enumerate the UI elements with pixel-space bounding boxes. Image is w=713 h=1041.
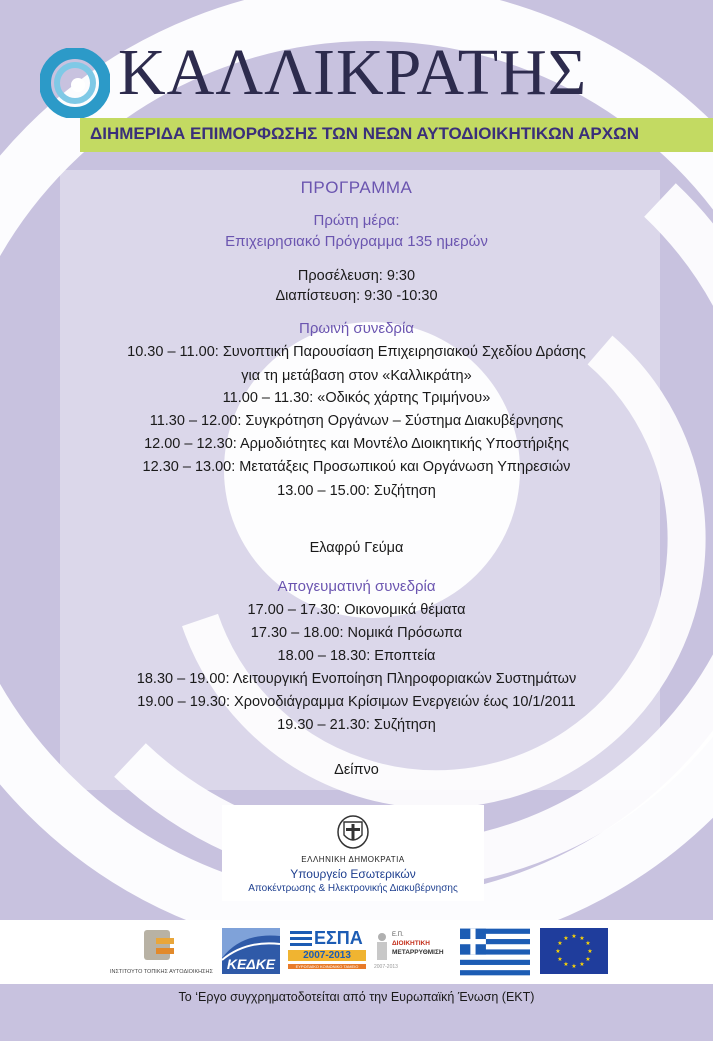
svg-text:★: ★	[585, 940, 591, 947]
morning-session-title: Πρωινή συνεδρία	[299, 320, 414, 337]
greek-coat-of-arms-icon	[336, 815, 370, 849]
admin-reform-logo	[372, 928, 450, 974]
person-figure-icon	[374, 932, 390, 962]
svg-text:★: ★	[579, 935, 585, 942]
greek-flag-icon	[460, 928, 530, 976]
sponsor-line-2: Υπουργείο Εσωτερικών	[290, 867, 416, 881]
svg-text:★: ★	[571, 933, 577, 940]
sponsor-line-1: ΕΛΛΗΝΙΚΗ ΔΗΜΟΚΡΑΤΙΑ	[301, 855, 405, 864]
schedule-item: 12.00 – 12.30: Αρμοδιότητες και Μοντέλο Διοικητικής Υποστήριξης	[144, 436, 569, 452]
espa-years: 2007-2013	[288, 950, 366, 961]
sponsor-line-3: Αποκέντρωσης & Ηλεκτρονικής Διακυβέρνησης	[248, 883, 458, 894]
espa-motto: ΕΥΡΩΠΑΪΚΟ ΚΟΙΝΩΝΙΚΟ ΤΑΜΕΙΟ	[288, 964, 366, 969]
kedke-label: ΚΕΔΚΕ	[226, 956, 276, 972]
svg-text:★: ★	[563, 961, 569, 968]
ep-line-2: ΜΕΤΑΡΡΥΘΜΙΣΗ	[392, 949, 444, 956]
ministry-sponsor-block	[222, 805, 484, 901]
schedule-item: 10.30 – 11.00: Συνοπτική Παρουσίαση Επιχειρησιακού Σχεδίου Δράσης	[127, 344, 586, 360]
dinner: Δείπνο	[334, 762, 379, 778]
schedule-item: 19.00 – 19.30: Χρονοδιάγραμμα Κρίσιμων Ενεργειών έως 10/1/2011	[137, 694, 576, 710]
lunch-break: Ελαφρύ Γεύμα	[309, 540, 404, 556]
day-title: Πρώτη μέρα:	[313, 212, 400, 229]
svg-text:★: ★	[579, 961, 585, 968]
kallikratis-logo-icon	[40, 48, 110, 118]
kedke-logo	[222, 928, 280, 974]
event-subtitle: ΔΙΗΜΕΡΙΔΑ ΕΠΙΜΟΡΦΩΣΗΣ ΤΩΝ ΝΕΩΝ ΑΥΤΟΔΙΟΙΚΗΤΙΚΩΝ ΑΡΧΩΝ	[90, 124, 639, 143]
schedule-item: 17.00 – 17.30: Οικονομικά θέματα	[247, 602, 466, 618]
schedule-item: 12.30 – 13.00: Μετατάξεις Προσωπικού και Οργάνωση Υπηρεσιών	[142, 459, 571, 475]
partner-logos-strip	[0, 920, 713, 984]
schedule-item: 11.00 – 11.30: «Οδικός χάρτης Τριμήνου»	[222, 390, 491, 406]
svg-text:★: ★	[587, 948, 593, 955]
ita-logo	[110, 928, 213, 975]
subtitle-band	[80, 118, 713, 152]
funding-footer: Το ‘Εργο συγχρηματοδοτείται από την Ευρωπαϊκή Ένωση (ΕΚΤ)	[178, 990, 535, 1004]
svg-text:★: ★	[563, 935, 569, 942]
schedule-item: 13.00 – 15.00: Συζήτηση	[277, 483, 436, 499]
svg-text:★: ★	[557, 956, 563, 963]
espa-lines-icon	[290, 930, 314, 948]
espa-title: ΕΣΠΑ	[314, 928, 363, 948]
ep-line-1: ΔΙΟΙΚΗΤΙΚΗ	[392, 940, 430, 947]
program-heading: ΠΡΟΓΡΑΜΜΑ	[300, 178, 413, 197]
ep-years: 2007-2013	[374, 964, 398, 970]
schedule-item: 19.30 – 21.30: Συζήτηση	[277, 717, 436, 733]
svg-text:★: ★	[571, 963, 577, 970]
svg-text:★: ★	[585, 956, 591, 963]
afternoon-session-title: Απογευματινή συνεδρία	[277, 578, 436, 595]
eu-flag-icon	[540, 928, 608, 974]
brand-title: ΚΑΛΛΙΚΡΑΤΗΣ	[118, 36, 588, 109]
schedule-item: 17.30 – 18.00: Νομικά Πρόσωπα	[250, 625, 463, 641]
ita-mark-icon	[110, 928, 210, 964]
ita-label: ΙΝΣΤΙΤΟΥΤΟ ΤΟΠΙΚΗΣ ΑΥΤΟΔΙΟΙΚΗΣΗΣ	[110, 969, 213, 975]
accreditation-time: Διαπίστευση: 9:30 -10:30	[275, 288, 438, 304]
schedule-item: 11.30 – 12.00: Συγκρότηση Οργάνων – Σύστημα Διακυβέρνησης	[149, 413, 564, 429]
arrival-time: Προσέλευση: 9:30	[297, 268, 416, 284]
svg-text:★: ★	[557, 940, 563, 947]
schedule-item: για τη μετάβαση στον «Καλλικράτη»	[241, 368, 472, 384]
espa-logo	[288, 928, 366, 974]
day-subtitle: Επιχειρησιακό Πρόγραμμα 135 ημερών	[225, 233, 488, 250]
schedule-item: 18.00 – 18.30: Εποπτεία	[277, 648, 436, 664]
ep-prefix: Ε.Π.	[392, 932, 404, 938]
svg-text:★: ★	[555, 948, 561, 955]
schedule-item: 18.30 – 19.00: Λειτουργική Ενοποίηση Πληροφοριακών Συστημάτων	[136, 671, 577, 687]
